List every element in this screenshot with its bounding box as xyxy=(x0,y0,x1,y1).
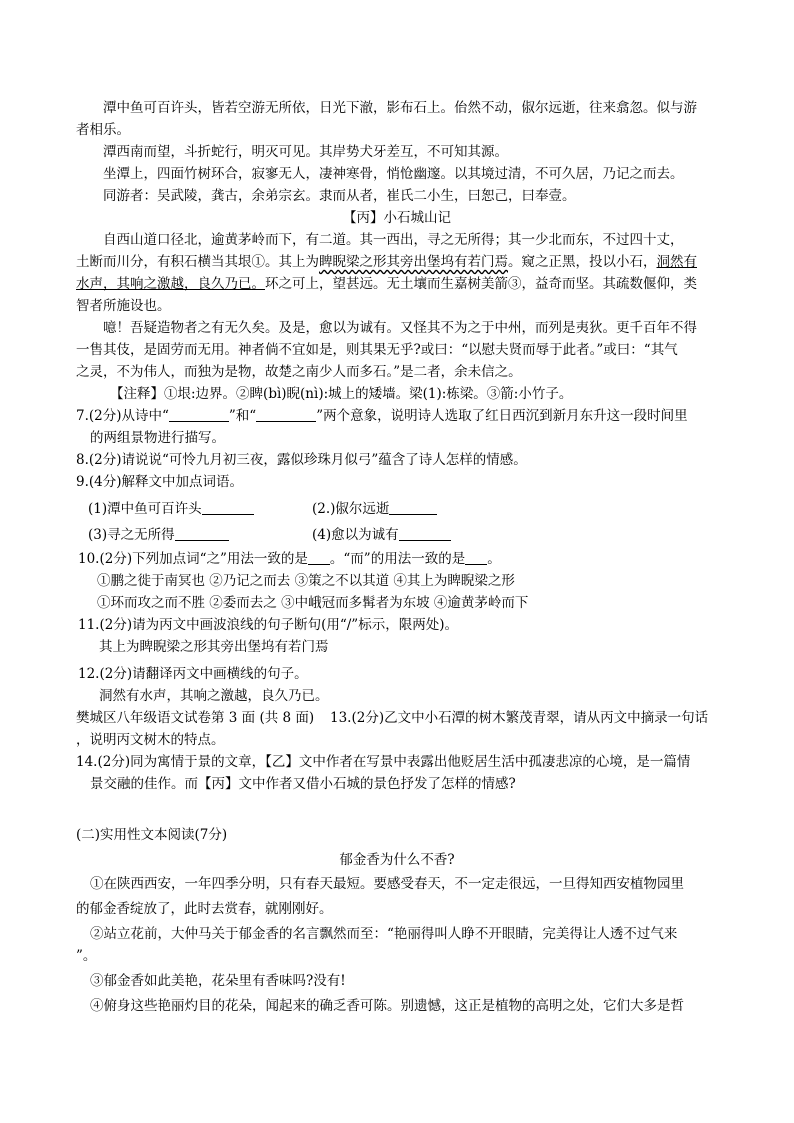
text-c-p1b-post: 。窥之正黑，投以小石， xyxy=(508,254,657,270)
question-8: 8.(2分)请说说“可怜九月初三夜，露似珍珠月似弓”蕴含了诗人怎样的情感。 xyxy=(76,452,527,468)
question-9-item-2: (2.)俶尔远逝 xyxy=(312,500,437,518)
question-11-text: 其上为睥睨梁之形其旁出堡坞有若门焉 xyxy=(99,639,329,655)
answer-blank[interactable] xyxy=(256,407,316,422)
text-c-para-2b: 一售其伎，是固劳而无用。神者倘不宜如是，则其果无乎?或曰：“以慰夫贤而辱于此者。”或曰：“其气 xyxy=(76,342,678,358)
question-14-cont: 景交融的佳作。而【丙】文中作者又借小石城的景色抒发了怎样的情感? xyxy=(90,776,516,792)
answer-blank[interactable] xyxy=(389,500,437,515)
answer-blank[interactable] xyxy=(465,550,487,565)
wavy-underlined-sentence: 睥睨梁之形其旁出堡坞有若门焉 xyxy=(319,254,508,270)
text-b-para-3: 坐潭上，四面竹树环合，寂寥无人，凄神寒骨，悄怆幽邃。以其境过清，不可久居，乃记之而去。 xyxy=(103,166,684,182)
text-c-para-1b xyxy=(76,253,697,271)
article-para-1b: 的郁金香绽放了，此时去赏春，就刚刚好。 xyxy=(76,901,333,917)
question-7-cont: 的两组景物进行描写。 xyxy=(90,430,225,446)
text-c-para-2a: 噫！吾疑造物者之有无久矣。及是，愈以为诚有。又怪其不为之于中州，而列是夷狄。更千百年不得 xyxy=(103,320,697,336)
underlined-sentence-part-2: 水声，其响之激越，良久乃已。 xyxy=(76,276,265,292)
text-c-para-2c: 之灵，不为伟人，而独为是物，故楚之南少人而多石。”是二者，余未信之。 xyxy=(76,364,522,380)
underlined-sentence-part-1: 洞然有 xyxy=(656,254,697,270)
article-para-4: ④俯身这些艳丽灼目的花朵，闻起来的确乏香可陈。别遗憾，这正是植物的高明之处，它们大多是哲 xyxy=(90,998,684,1014)
text-c-p1b-pre: 土断而川分，有积石横当其垠①。其上为 xyxy=(76,254,319,270)
text-b-para-1a: 潭中鱼可百许头，皆若空游无所依，日光下澈，影布石上。佁然不动，俶尔远逝，往来翕忽。似与游 xyxy=(103,100,697,116)
text-c-para-1a: 自西山道口径北，逾黄茅岭而下，有二道。其一西出，寻之无所得；其一少北而东，不过四十丈， xyxy=(103,232,684,248)
question-9: 9.(4分)解释文中加点词语。 xyxy=(76,474,244,490)
text-c-para-1d: 智者所施设也。 xyxy=(76,298,171,314)
question-7: 7.(2分)从诗中“ ”和“ ”两个意象，说明诗人选取了红日西沉到新月东升这一段时间里 xyxy=(76,408,688,424)
question-9-item-1: (1)潭中鱼可百许头 xyxy=(88,500,254,518)
text-b-para-2: 潭西南而望，斗折蛇行，明灭可见。其岸势犬牙差互，不可知其源。 xyxy=(103,144,508,160)
question-13-cont: ，说明丙文树木的特点。 xyxy=(76,732,225,748)
article-para-2a: ②站立花前，大仲马关于郁金香的名言飘然而至：“艳丽得叫人睁不开眼睛，完美得让人透不过气来 xyxy=(90,926,678,942)
question-12-text: 洞然有水声，其响之激越，良久乃已。 xyxy=(99,688,329,704)
answer-blank[interactable] xyxy=(175,526,229,541)
question-10: 10.(2分)下列加点词“之”用法一致的是 。“而”的用法一致的是 。 xyxy=(78,551,501,567)
article-title: 郁金香为什么不香? xyxy=(339,852,455,868)
article-para-2b: ”。 xyxy=(76,948,97,964)
answer-blank[interactable] xyxy=(169,407,229,422)
text-c-para-1c xyxy=(76,275,697,293)
text-c-note: 【注释】①垠:边界。②睥(bì)睨(nì):城上的矮墙。梁(1):栋梁。③箭:小竹子。 xyxy=(110,386,573,402)
question-9-item-4: (4)愈以为诚有 xyxy=(312,526,451,544)
question-14: 14.(2分)同为寓情于景的文章，【乙】文中作者在写景中表露出他贬居生活中孤凄悲凉的心境，是一篇情 xyxy=(76,754,691,770)
text-b-para-4: 同游者：吴武陵，龚古，余弟宗玄。隶而从者，崔氏二小生，曰恕己，曰奉壹。 xyxy=(103,188,576,204)
answer-blank[interactable] xyxy=(202,500,254,515)
page-footer: 樊城区八年级语文试卷第 3 面 (共 8 面) xyxy=(76,710,315,726)
text-b-para-1b: 者相乐。 xyxy=(76,122,130,138)
answer-blank[interactable] xyxy=(399,526,451,541)
question-9-item-3: (3)寻之无所得 xyxy=(88,526,229,544)
question-10-options-er: ①环而攻之而不胜 ②委而去之 ③中峨冠而多髯者为东坡 ④逾黄茅岭而下 xyxy=(97,595,529,611)
article-para-3: ③郁金香如此美艳，花朵里有香味吗?没有! xyxy=(90,973,346,989)
question-13: 13.(2分)乙文中小石潭的树木繁茂青翠，请从丙文中摘录一句话 xyxy=(330,710,709,726)
text-c-p1c-post: 环之可上，望甚远。无土壤而生嘉树美箭③，益奇而坚。其疏数偃仰，类 xyxy=(265,276,697,292)
article-para-1a: ①在陕西西安，一年四季分明，只有春天最短。要感受春天，不一定走很远，一旦得知西安植物园里 xyxy=(90,876,684,892)
question-12: 12.(2分)请翻译丙文中画横线的句子。 xyxy=(78,666,308,682)
answer-blank[interactable] xyxy=(308,550,330,565)
question-10-options-zhi: ①鹏之徙于南冥也 ②乃记之而去 ③策之不以其道 ④其上为睥睨梁之形 xyxy=(97,573,515,589)
section-2-heading: (二)实用性文本阅读(7分) xyxy=(76,827,228,843)
text-c-title: 【丙】小石城山记 xyxy=(343,210,451,226)
question-11: 11.(2分)请为丙文中画波浪线的句子断句(用“/”标示，限两处)。 xyxy=(78,617,458,633)
